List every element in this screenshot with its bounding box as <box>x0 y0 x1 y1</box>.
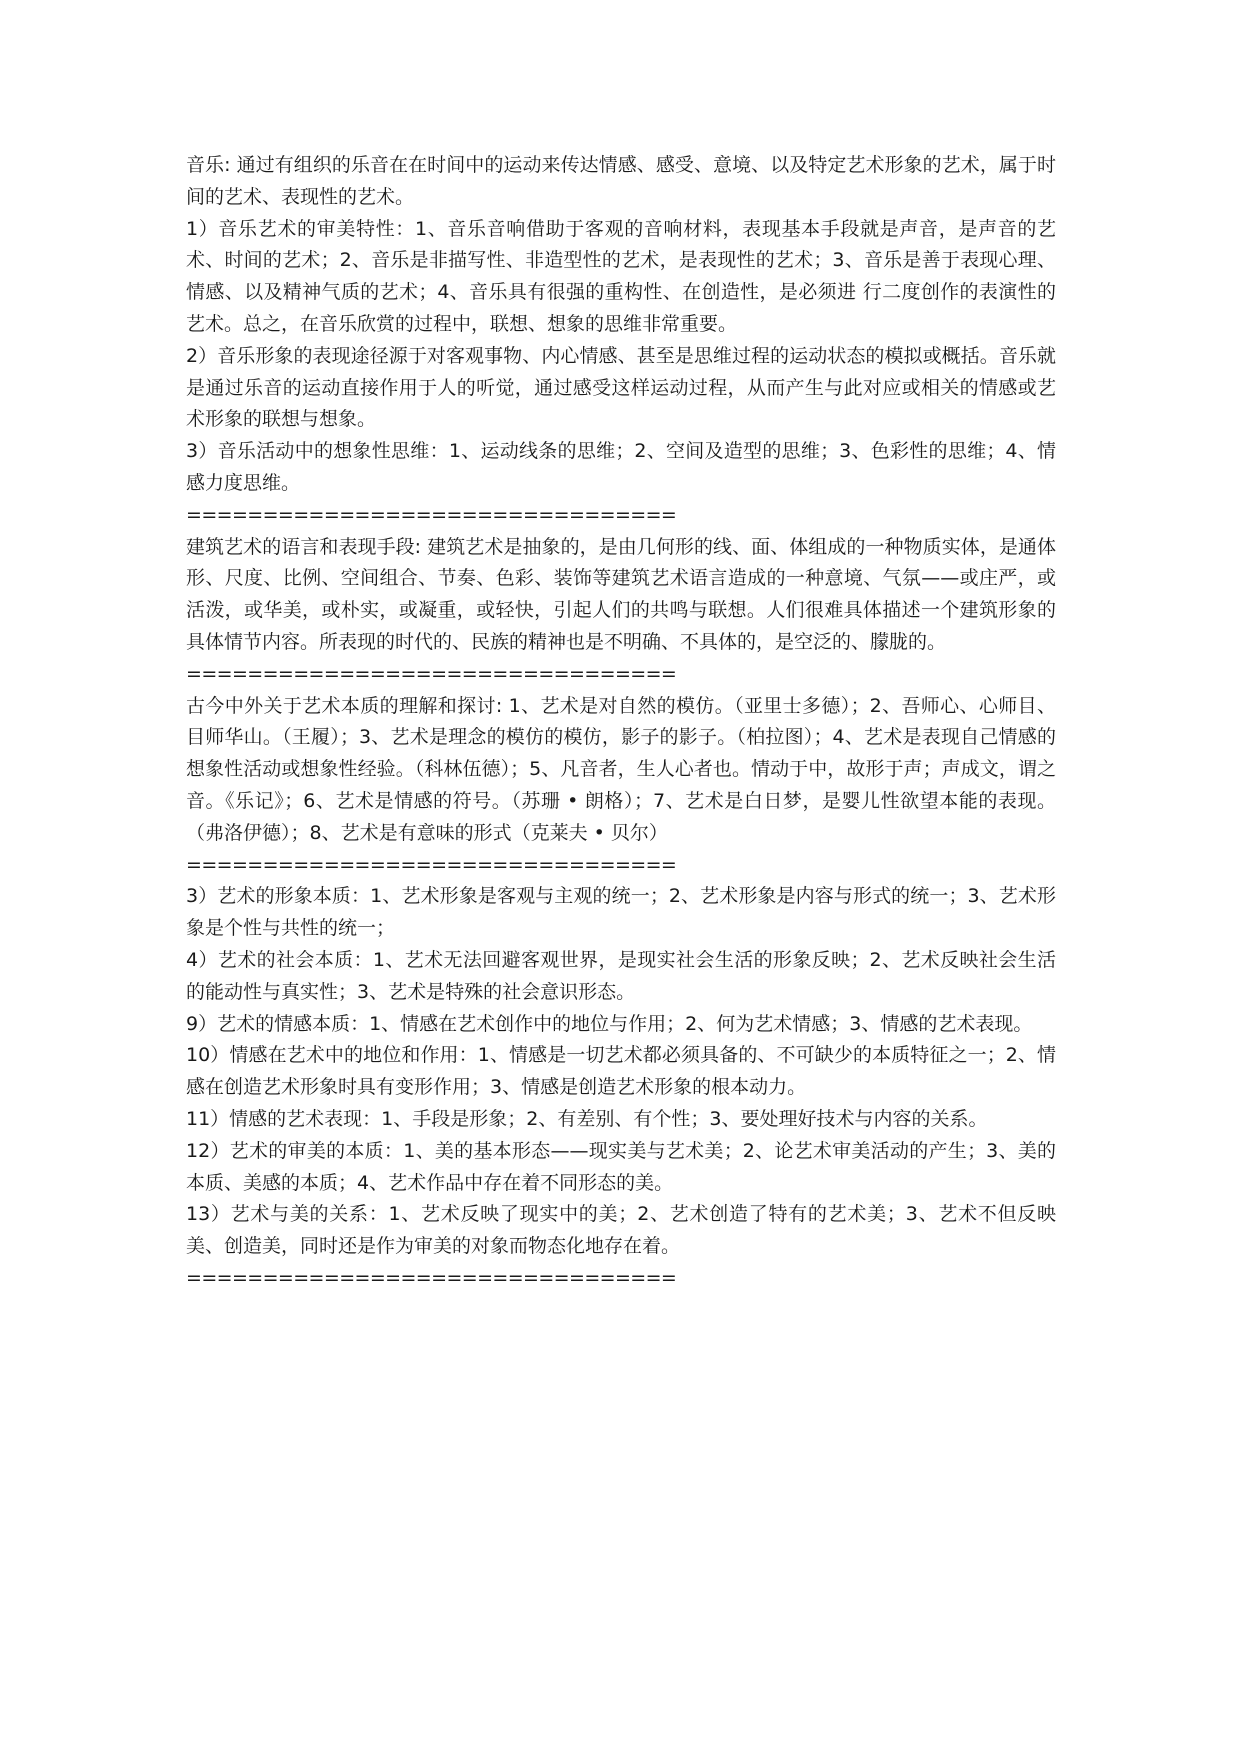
separator-line: ================================ <box>186 503 677 526</box>
paragraph-emotion-expression: 11）情感的艺术表现：1、手段是形象；2、有差别、有个性；3、要处理好技术与内容的关系。 <box>186 1107 988 1130</box>
paragraph-music-aesthetic-traits: 1）音乐艺术的审美特性：1、音乐音响借助于客观的音响材料，表现基本手段就是声音，是声音的艺术、时间的艺术；2、音乐是非描写性、非造型性的艺术，是表现性的艺术；3、音乐是善于表现心理、情感、以及精神气质的艺术；4、音乐具有很强的重构性、在创造性，是必须进 行二度创作的表演性的艺术。总之，在音乐欣赏的过程中，联想、想象的思维非常重要。 <box>186 217 1056 335</box>
paragraph-art-social-essence: 4）艺术的社会本质：1、艺术无法回避客观世界，是现实社会生活的形象反映；2、艺术反映社会生活的能动性与真实性；3、艺术是特殊的社会意识形态。 <box>186 948 1056 1003</box>
paragraph-art-image-essence: 3）艺术的形象本质：1、艺术形象是客观与主观的统一；2、艺术形象是内容与形式的统一；3、艺术形象是个性与共性的统一； <box>186 885 1056 940</box>
paragraph-music-definition: 音乐: 通过有组织的乐音在在时间中的运动来传达情感、感受、意境、以及特定艺术形象的艺术，属于时间的艺术、表现性的艺术。 <box>186 154 1056 208</box>
paragraph-art-beauty-relation: 13）艺术与美的关系：1、艺术反映了现实中的美；2、艺术创造了特有的艺术美；3、艺术不但反映美、创造美，同时还是作为审美的对象而物态化地存在着。 <box>186 1203 1056 1258</box>
paragraph-emotion-role: 10）情感在艺术中的地位和作用：1、情感是一切艺术都必须具备的、不可缺少的本质特征之一；2、情感在创造艺术形象时具有变形作用；3、情感是创造艺术形象的根本动力。 <box>186 1044 1056 1099</box>
paragraph-aesthetic-essence: 12）艺术的审美的本质：1、美的基本形态——现实美与艺术美；2、论艺术审美活动的产生；3、美的本质、美感的本质；4、艺术作品中存在着不同形态的美。 <box>186 1139 1056 1194</box>
paragraph-art-emotional-essence: 9）艺术的情感本质：1、情感在艺术创作中的地位与作用；2、何为艺术情感；3、情感的艺术表现。 <box>186 1012 1033 1035</box>
separator-line: ================================ <box>186 1266 677 1289</box>
separator-line: ================================ <box>186 853 677 876</box>
document-body <box>186 150 1056 1295</box>
paragraph-music-imaginative-thinking: 3）音乐活动中的想象性思维：1、运动线条的思维；2、空间及造型的思维；3、色彩性的思维；4、情感力度思维。 <box>186 440 1056 494</box>
separator-line: ================================ <box>186 662 677 685</box>
paragraph-art-essence-views: 古今中外关于艺术本质的理解和探讨: 1、艺术是对自然的模仿。（亚里士多德）；2、吾师心、心师目、目师华山。（王履）；3、艺术是理念的模仿的模仿，影子的影子。（柏拉图）；4、艺术是表现自己情感的想象性活动或想象性经验。（科林伍德）；5、凡音者，生人心者也。情动于中，故形于声；声成文，谓之音。《乐记》；6、艺术是情感的符号。（苏珊 • 朗格）；7、艺术是白日梦，是婴儿性欲望本能的表现。（弗洛伊德）；8、艺术是有意味的形式（克莱夫 • 贝尔） <box>186 694 1056 844</box>
paragraph-architecture-language: 建筑艺术的语言和表现手段: 建筑艺术是抽象的，是由几何形的线、面、体组成的一种物质实体，是通体形、尺度、比例、空间组合、节奏、色彩、装饰等建筑艺术语言造成的一种意境、气氛——或庄严，或活泼，或华美，或朴实，或凝重，或轻快，引起人们的共鸣与联想。人们很难具体描述一个建筑形象的具体情节内容。所表现的时代的、民族的精神也是不明确、不具体的，是空泛的、朦胧的。 <box>186 535 1056 653</box>
paragraph-music-image-expression: 2）音乐形象的表现途径源于对客观事物、内心情感、甚至是思维过程的运动状态的模拟或概括。音乐就是通过乐音的运动直接作用于人的听觉，通过感受这样运动过程，从而产生与此对应或相关的情感或艺术形象的联想与想象。 <box>186 344 1056 431</box>
